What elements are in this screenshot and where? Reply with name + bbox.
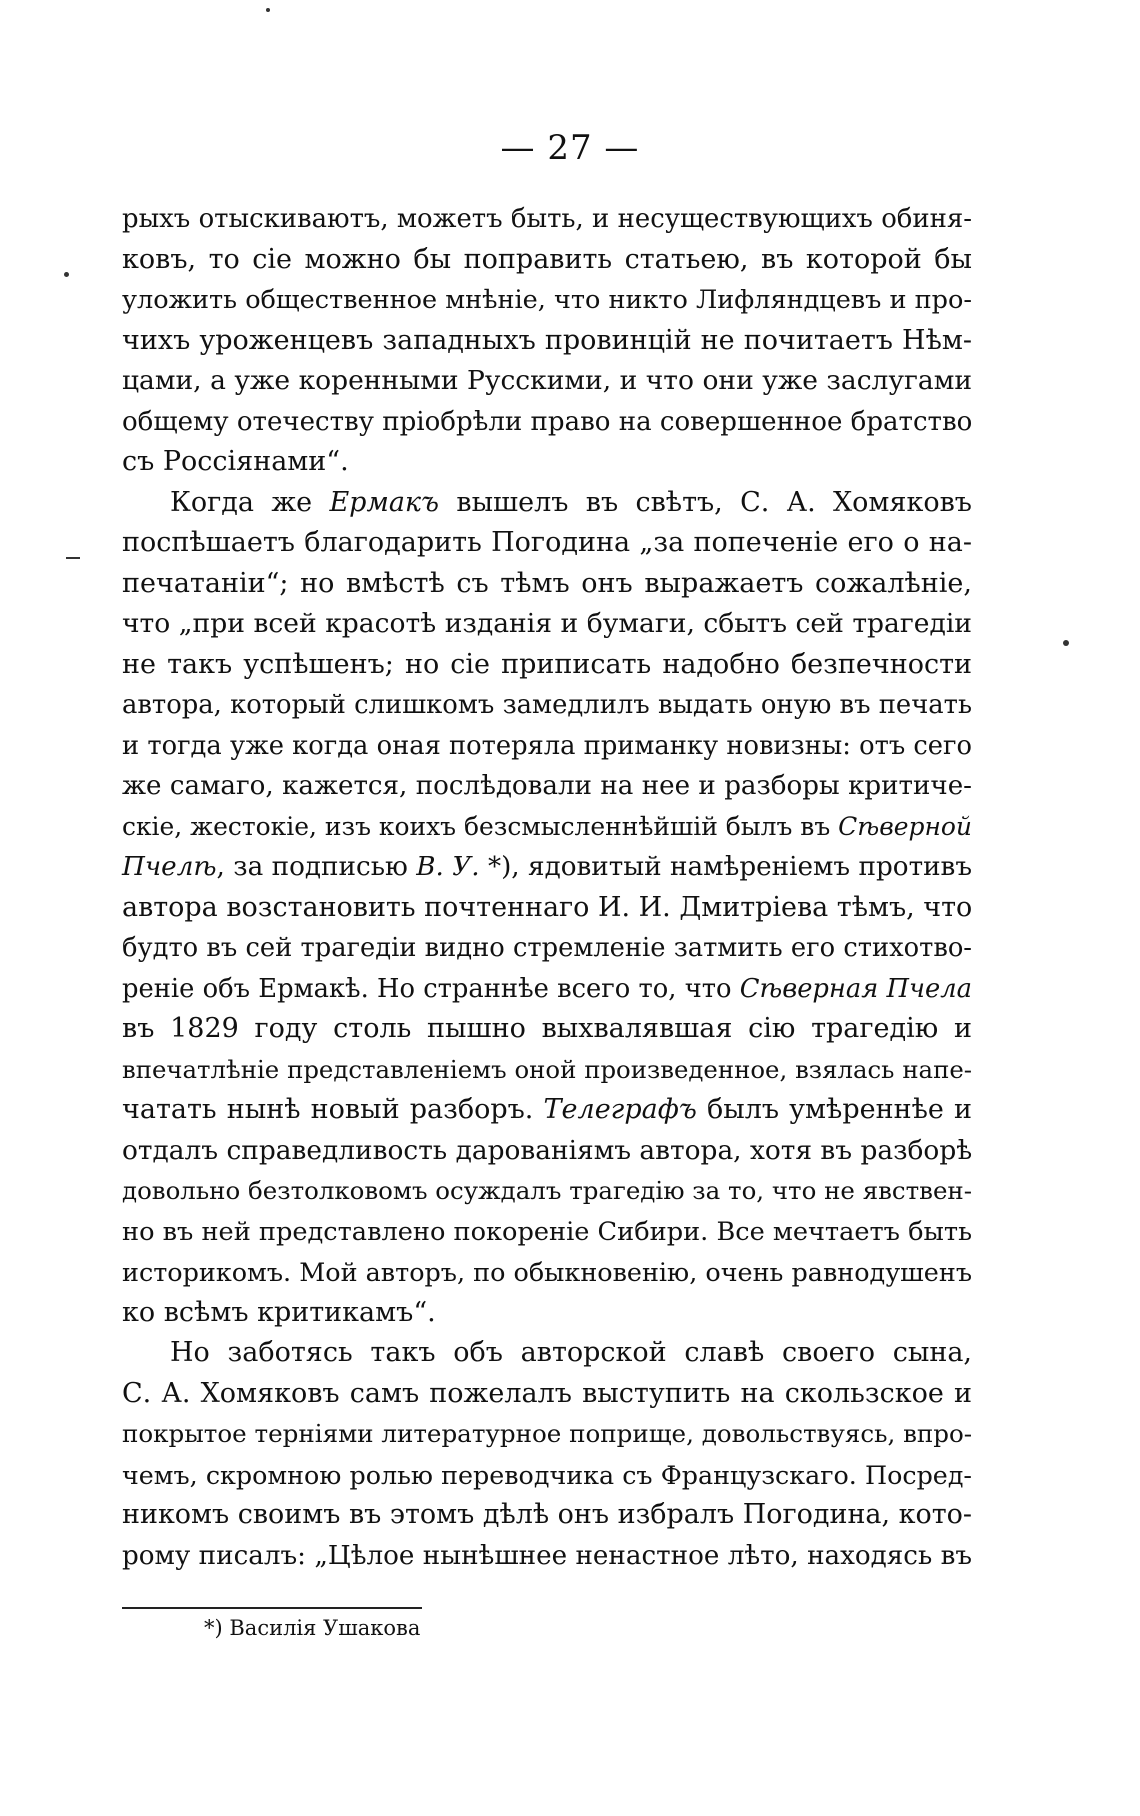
- text-line: [122, 361, 972, 402]
- italic-title: Пчелѣ: [122, 852, 217, 882]
- text-run: но въ ней представлено покореніе Сибири. Все мечтаетъ быть: [122, 1216, 973, 1247]
- italic-title: В. У.: [416, 852, 480, 882]
- scan-speck: [1063, 640, 1069, 646]
- text-run: ковъ, то сіе можно бы поправить статьею, въ которой бы: [122, 243, 972, 275]
- text-run: никомъ своимъ въ этомъ дѣлѣ онъ избралъ Погодина, кото-: [122, 1499, 973, 1530]
- italic-title: Сѣверная Пчела: [739, 973, 973, 1004]
- text-line: [122, 1455, 972, 1496]
- footnote: *) Василія Ушакова: [204, 1616, 421, 1640]
- text-line: [122, 888, 972, 929]
- text-run: рыхъ отыскиваютъ, можетъ быть, и несуществующихъ обиня-: [122, 204, 972, 234]
- text-run: историкомъ. Мой авторъ, по обыкновенію, очень равнодушенъ: [122, 1257, 972, 1287]
- text-run: ко всѣмъ критикамъ“.: [122, 1296, 436, 1328]
- text-line: [122, 1171, 972, 1212]
- text-line: [122, 1131, 972, 1172]
- text-line: [122, 1252, 972, 1293]
- text-run: рому писалъ: „Цѣлое нынѣшнее ненастное лѣто, находясь въ: [122, 1540, 972, 1571]
- text-run: *), ядовитый намѣреніемъ противъ: [479, 852, 972, 882]
- text-run: поспѣшаетъ благодарить Погодина „за попеченіе его о на-: [122, 527, 972, 558]
- text-run: въ 1829 году столь пышно выхвалявшая сію трагедію и: [122, 1013, 972, 1044]
- text-line: [122, 1212, 972, 1253]
- text-run: скіе, жестокіе, изъ коихъ безсмысленнѣйшій былъ въ: [122, 811, 839, 841]
- text-run: печатаніи“; но вмѣстѣ съ тѣмъ онъ выражаетъ сожалѣніе,: [122, 567, 972, 599]
- text-line: [122, 847, 972, 888]
- text-line: [122, 969, 972, 1010]
- text-line: [122, 240, 972, 281]
- text-line: [122, 726, 972, 767]
- italic-title: Телеграфъ: [543, 1094, 697, 1125]
- text-line: [122, 321, 972, 362]
- text-line: [122, 928, 972, 969]
- text-run: чемъ, скромною ролью переводчика съ Французскаго. Посред-: [122, 1459, 972, 1490]
- scan-speck: [266, 8, 270, 12]
- text-line: [122, 807, 972, 848]
- text-line: [122, 1374, 972, 1415]
- body-text: [122, 199, 972, 1576]
- text-line: [122, 402, 972, 443]
- text-line: [122, 1495, 972, 1536]
- footnote-divider: [122, 1607, 422, 1609]
- italic-title: Ермакъ: [329, 486, 440, 518]
- italic-title: Сѣверной: [838, 811, 972, 841]
- text-line: [122, 483, 972, 524]
- text-run: чатать нынѣ новый разборъ.: [122, 1094, 544, 1125]
- text-run: Когда же: [170, 486, 330, 518]
- text-run: автора возстановить почтеннаго И. И. Дмитріева тѣмъ, что: [122, 891, 973, 923]
- text-run: реніе объ Ермакѣ. Но страннѣе всего то, что: [122, 973, 740, 1004]
- scan-speck: [66, 557, 80, 559]
- page-number: — 27 —: [500, 128, 640, 168]
- paragraph: [122, 1333, 972, 1576]
- paragraph: [122, 483, 972, 1334]
- text-line: [122, 1050, 972, 1091]
- text-run: чихъ уроженцевъ западныхъ провинцій не почитаетъ Нѣм-: [122, 324, 972, 356]
- text-run: Но заботясь такъ объ авторской славѣ своего сына,: [170, 1337, 972, 1368]
- text-line: [122, 1333, 972, 1374]
- text-line: [122, 1414, 972, 1455]
- text-line: [122, 1536, 972, 1577]
- scan-speck: [64, 272, 69, 277]
- text-line: [122, 604, 972, 645]
- text-line: [122, 645, 972, 686]
- text-line: [122, 564, 972, 605]
- text-run: довольно безтолковомъ осуждалъ трагедію за то, что не явствен-: [122, 1176, 972, 1205]
- text-run: что „при всей красотѣ изданія и бумаги, сбытъ сей трагедіи: [122, 608, 972, 639]
- text-run: автора, который слишкомъ замедлилъ выдать оную въ печать: [122, 690, 972, 720]
- text-line: [122, 1090, 972, 1131]
- text-run: уложить общественное мнѣніе, что никто Лифляндцевъ и про-: [122, 285, 972, 315]
- text-run: впечатлѣніе представленіемъ оной произведенное, взялась напе-: [122, 1054, 972, 1084]
- text-run: будто въ сей трагедіи видно стремленіе затмить его стихотво-: [122, 933, 972, 963]
- text-run: былъ умѣреннѣе и: [696, 1094, 972, 1125]
- text-run: покрытое терніями литературное поприще, довольствуясь, впро-: [122, 1419, 973, 1448]
- text-run: вышелъ въ свѣтъ, С. А. Хомяковъ: [439, 486, 972, 518]
- text-run: С. А. Хомяковъ самъ пожелалъ выступить на скользское и: [122, 1377, 972, 1409]
- text-run: же самаго, кажется, послѣдовали на нее и разборы критиче-: [122, 771, 972, 801]
- paragraph: [122, 199, 972, 483]
- text-run: и тогда уже когда оная потеряла приманку новизны: отъ сего: [122, 730, 972, 761]
- text-line: [122, 1293, 972, 1334]
- text-run: съ Россіянами“.: [122, 446, 349, 477]
- text-line: [122, 523, 972, 564]
- text-run: общему отечеству пріобрѣли право на совершенное братство: [122, 406, 973, 437]
- text-run: не такъ успѣшенъ; но сіе приписать надобно безпечности: [122, 648, 972, 680]
- text-line: [122, 199, 972, 240]
- text-run: цами, а уже коренными Русскими, и что они уже заслугами: [122, 365, 972, 396]
- text-line: [122, 442, 972, 483]
- text-line: [122, 280, 972, 321]
- text-line: [122, 1009, 972, 1050]
- text-run: , за подписью: [216, 852, 417, 882]
- text-line: [122, 685, 972, 726]
- text-line: [122, 766, 972, 807]
- text-run: отдалъ справедливость дарованіямъ автора, хотя въ разборѣ: [122, 1134, 973, 1166]
